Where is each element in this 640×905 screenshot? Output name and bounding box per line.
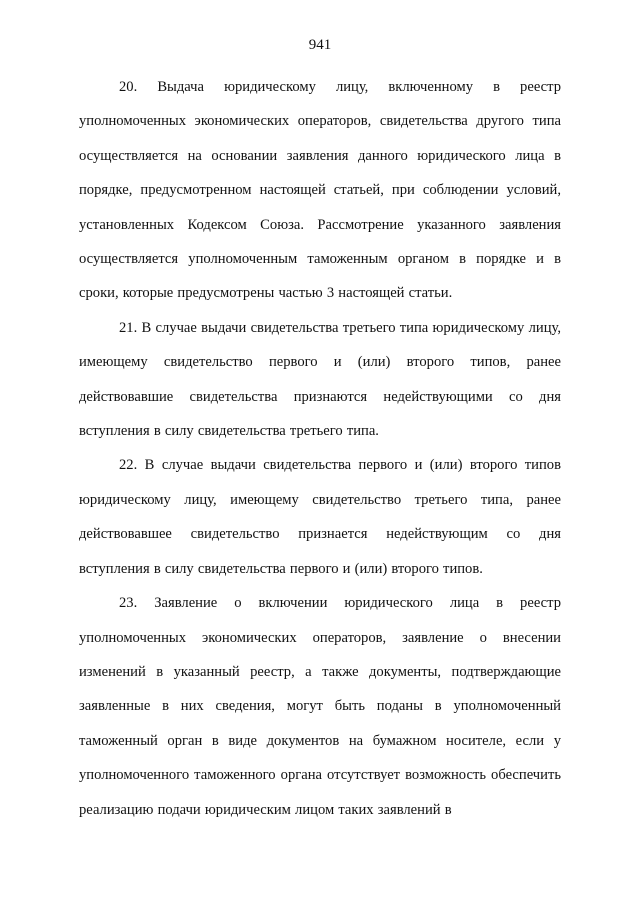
paragraph-20: 20. Выдача юридическому лицу, включенному в реестр уполномоченных экономических операторов, свидетельства другого типа осуществляется на основании заявления данного юридического лица в порядке, предусмотренном настоящей статьей, при соблюдении условий, установленных Кодексом Союза. Рассмотрение указанного заявления осуществляется уполномоченным таможенным органом в порядке и в сроки, которые предусмотрены частью 3 настоящей статьи. (79, 79, 561, 302)
paragraph-21: 21. В случае выдачи свидетельства третьего типа юридическому лицу, имеющему свидетельство первого и (или) второго типов, ранее действовавшие свидетельства признаются недействующими со дня вступления в силу свидетельства третьего типа. (79, 319, 561, 440)
paragraph-22: 22. В случае выдачи свидетельства первого и (или) второго типов юридическому лицу, имеющему свидетельство третьего типа, ранее действовавшее свидетельство признается недействующим со дня вступления в силу свидетельства первого и (или) второго типов. (79, 457, 561, 577)
paragraph-23: 23. Заявление о включении юридического лица в реестр уполномоченных экономических операторов, заявление о внесении изменений в указанный реестр, а также документы, подтверждающие заявленные в них сведения, могут быть поданы в уполномоченный таможенный орган в виде документов на бумажном носителе, если у уполномоченного таможенного органа отсутствует возможность обеспечить реализацию подачи юридическим лицом таких заявлений в (79, 595, 561, 818)
document-body (79, 70, 561, 827)
page-number: 941 (308, 37, 332, 53)
